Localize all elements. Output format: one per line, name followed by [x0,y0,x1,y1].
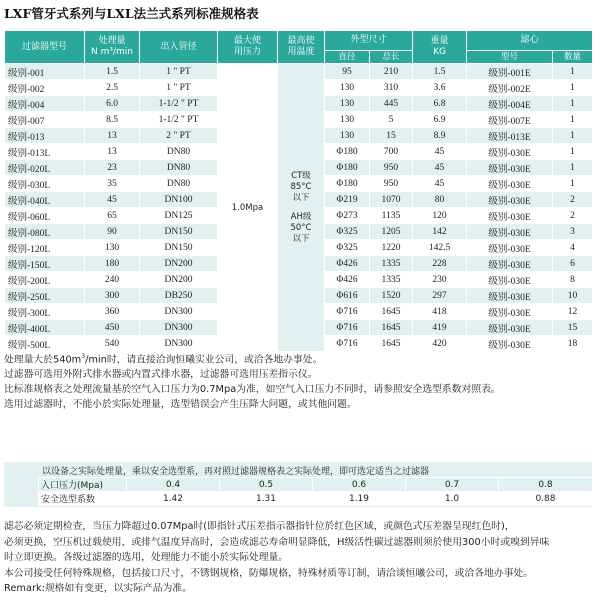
bottom-note-line: 本公司接受任何特殊规格，包括接口尺寸，不锈钢规格，防爆规格，特殊材质等订制，请洽谈恒曦公司，或洽各地办事处。 [4,567,534,579]
header-weight: 重量 KG [413,31,467,64]
cell-length: 210 [370,64,413,80]
cell-model: 级别-001 [5,64,85,80]
cell-port: 1-1/2 " PT [140,112,218,128]
table-row [5,64,593,80]
temperature-line: 50°C [290,222,312,233]
cell-model: 级别-120L [5,240,85,256]
cell-length: 1335 [370,272,413,288]
cell-flow: 300 [85,288,140,304]
cell-dia: Φ219 [325,192,370,208]
cell-length: 1520 [370,288,413,304]
cell-port: 1 " PT [140,64,218,80]
note-line: 过滤器可选用外附式排水器或内置式排水器，过滤器可选用压差指示仪。 [4,369,318,381]
cell-length: 1645 [370,304,413,320]
factor-value: 1.0 [406,492,499,506]
cell-weight: 228 [413,256,467,272]
cell-port: DN125 [140,208,218,224]
cell-el-model: 级别-001E [467,64,553,80]
cell-port: DN300 [140,320,218,336]
temperature-line: 以下 [292,192,310,203]
cell-el-qty: 18 [553,336,593,352]
cell-el-model: 级别-030E [467,208,553,224]
cell-model: 级别-150L [5,256,85,272]
cell-el-qty: 1 [553,144,593,160]
pressure-value: 0.5 [220,478,313,492]
header-element-model: 型号 [467,51,553,64]
cell-weight: 1.5 [413,64,467,80]
header-element-qty: 数量 [553,51,593,64]
temperature-line: AH级 [290,211,312,222]
cell-flow: 65 [85,208,140,224]
cell-length: 445 [370,96,413,112]
cell-weight: 45 [413,176,467,192]
cell-el-model: 级别-030E [467,304,553,320]
cell-el-qty: 2 [553,208,593,224]
max-pressure-cell: 1.0Mpa [218,64,278,352]
cell-el-model: 级别-013E [467,128,553,144]
cell-el-qty: 12 [553,304,593,320]
pressure-row [39,478,593,492]
cell-dia: Φ716 [325,336,370,352]
cell-dia: Φ180 [325,176,370,192]
cell-el-model: 级别-030E [467,336,553,352]
cell-port: 1 " PT [140,80,218,96]
page-title: LXF管牙式系列与LXL法兰式系列标准规格表 [4,6,259,21]
cell-port: 2 " PT [140,128,218,144]
cell-weight: 80 [413,192,467,208]
header-length: 总长 [370,51,413,64]
safety-factor-table [38,477,593,506]
cell-dia: Φ716 [325,320,370,336]
bottom-note-line: 必须更换，空压机过载使用，或排气温度异高时，会造成滤芯寿命明显降低，H级活性碳过滤器则须於使用300小时或嗅到异味 [4,536,550,548]
cell-el-model: 级别-004E [467,96,553,112]
cell-port: DN150 [140,224,218,240]
cell-dia: 130 [325,112,370,128]
cell-port: DN150 [140,240,218,256]
cell-weight: 419 [413,320,467,336]
cell-el-model: 级别-030E [467,288,553,304]
cell-el-qty: 3 [553,224,593,240]
pressure-value: 0.4 [127,478,220,492]
cell-length: 15 [370,128,413,144]
cell-dia: Φ325 [325,240,370,256]
cell-weight: 418 [413,304,467,320]
maintenance-notes [4,519,549,597]
cell-dia: 95 [325,64,370,80]
cell-port: 1-1/2 " PT [140,96,218,112]
factor-value: 1.19 [313,492,406,506]
cell-flow: 45 [85,192,140,208]
cell-weight: 6.9 [413,112,467,128]
safety-factor-caption: 以设备之实际处理量，乘以安全选型系，再对照过滤器规格表之实际处理，即可选定适当之过滤器 [42,467,430,477]
cell-el-model: 级别-030E [467,160,553,176]
cell-flow: 130 [85,240,140,256]
cell-el-model: 级别-030E [467,240,553,256]
factor-label: 安全选型系数 [39,492,127,506]
cell-dia: Φ180 [325,144,370,160]
cell-length: 1205 [370,224,413,240]
cell-el-qty: 6 [553,256,593,272]
cell-model: 级别-030L [5,176,85,192]
note-line: 比标准规格表之处理流量基於空气入口压力为0.7Mpa为准，如空气入口压力不同时，请参照安全选型系数对照表。 [4,384,501,396]
cell-weight: 45 [413,160,467,176]
cell-flow: 35 [85,176,140,192]
header-dimensions: 外型尺寸 [325,31,413,51]
cell-flow: 360 [85,304,140,320]
cell-weight: 297 [413,288,467,304]
cell-flow: 6.0 [85,96,140,112]
cell-weight: 420 [413,336,467,352]
cell-weight: 6.8 [413,96,467,112]
cell-weight: 142 [413,224,467,240]
cell-flow: 90 [85,224,140,240]
cell-el-model: 级别-030E [467,144,553,160]
cell-flow: 2.5 [85,80,140,96]
cell-model: 级别-004 [5,96,85,112]
cell-dia: Φ273 [325,208,370,224]
cell-model: 级别-060L [5,208,85,224]
cell-el-qty: 1 [553,80,593,96]
bottom-note-line: Remark:规格如有变更，以实际产品为准。 [4,583,192,594]
cell-port: DN200 [140,272,218,288]
cell-length: 950 [370,176,413,192]
cell-weight: 8.9 [413,128,467,144]
cell-port: DN80 [140,144,218,160]
temperature-line: 以下 [292,233,310,244]
cell-length: 700 [370,144,413,160]
cell-dia: Φ426 [325,272,370,288]
cell-flow: 1.5 [85,64,140,80]
cell-weight: 120 [413,208,467,224]
header-flow: 处理量 N m³/min [85,31,140,64]
cell-model: 级别-002 [5,80,85,96]
cell-flow: 8.5 [85,112,140,128]
cell-el-qty: 1 [553,128,593,144]
cell-el-model: 级别-030E [467,272,553,288]
cell-dia: Φ616 [325,288,370,304]
cell-model: 级别-250L [5,288,85,304]
pressure-value: 0.7 [406,478,499,492]
cell-model: 级别-040L [5,192,85,208]
header-temperature: 最高使 用温度 [278,31,325,64]
cell-flow: 450 [85,320,140,336]
cell-dia: Φ325 [325,224,370,240]
header-pressure: 最大使 用压力 [218,31,278,64]
bottom-note-line: 时立即更换。各级过滤器的选用，处理能力不能小於实际处理量。 [4,552,289,563]
cell-el-model: 级别-030E [467,176,553,192]
cell-flow: 23 [85,160,140,176]
pressure-value: 0.6 [313,478,406,492]
cell-port: DB250 [140,288,218,304]
cell-el-model: 级别-030E [467,192,553,208]
spec-table [4,30,593,352]
factor-value: 1.42 [127,492,220,506]
header-element: 滤心 [467,31,593,51]
cell-dia: 130 [325,128,370,144]
cell-el-qty: 1 [553,160,593,176]
cell-port: DN80 [140,160,218,176]
temperature-line: CT级 [291,170,311,181]
cell-model: 级别-080L [5,224,85,240]
cell-model: 级别-013 [5,128,85,144]
cell-length: 1645 [370,320,413,336]
factor-row [39,492,593,506]
notes [4,349,501,412]
cell-flow: 13 [85,128,140,144]
cell-el-model: 级别-030E [467,224,553,240]
cell-flow: 240 [85,272,140,288]
cell-dia: Φ716 [325,304,370,320]
cell-model: 级别-013L [5,144,85,160]
cell-el-model: 级别-002E [467,80,553,96]
pressure-value: 0.8 [499,478,593,492]
cell-flow: 180 [85,256,140,272]
cell-dia: 130 [325,96,370,112]
cell-model: 级别-200L [5,272,85,288]
note-line: 选用过滤器时，不能小於实际处理量，选型错误会产生压降大问题，或其他问题。 [4,399,357,411]
cell-length: 1135 [370,208,413,224]
cell-el-qty: 8 [553,272,593,288]
cell-flow: 13 [85,144,140,160]
cell-flow: 540 [85,336,140,352]
cell-el-model: 级别-007E [467,112,553,128]
cell-el-qty: 1 [553,96,593,112]
cell-el-model: 级别-030E [467,320,553,336]
note-line: 处理量大於$540m^3/\min$时，请直接洽询恒曦实业公司，或洽各地办事处。 [4,353,323,366]
temperature-line: 85°C [290,181,312,192]
cell-weight: 142.5 [413,240,467,256]
cell-port: DN200 [140,256,218,272]
cell-weight: 230 [413,272,467,288]
cell-port: DN100 [140,192,218,208]
cell-model: 级别-300L [5,304,85,320]
cell-dia: Φ180 [325,160,370,176]
cell-dia: 130 [325,80,370,96]
cell-weight: 45 [413,144,467,160]
cell-el-qty: 1 [553,64,593,80]
cell-model: 级别-400L [5,320,85,336]
cell-port: DN300 [140,304,218,320]
cell-length: 1335 [370,256,413,272]
cell-el-model: 级别-030E [467,256,553,272]
cell-el-qty: 2 [553,192,593,208]
cell-model: 级别-020L [5,160,85,176]
cell-length: 1070 [370,192,413,208]
cell-length: 5 [370,112,413,128]
cell-model: 级别-500L [5,336,85,352]
cell-el-qty: 10 [553,288,593,304]
cell-length: 950 [370,160,413,176]
bottom-note-line: 滤芯必须定期检查，当压力降超过0.07Mpa时(即指针式压差指示器指针位於红色区域，或颜色式压差器呈现红色时)， [4,521,515,532]
cell-length: 1220 [370,240,413,256]
cell-el-qty: 1 [553,112,593,128]
safety-factor-panel [4,462,592,507]
cell-el-qty: 15 [553,320,593,336]
max-temperature-cell [278,64,325,352]
cell-port: DN300 [140,336,218,352]
cell-el-qty: 1 [553,176,593,192]
cell-dia: Φ426 [325,256,370,272]
cell-port: DN80 [140,176,218,192]
header-diameter: 直径 [325,51,370,64]
cell-length: 1645 [370,336,413,352]
cell-length: 310 [370,80,413,96]
pressure-label: 入口压力(Mpa) [39,478,127,492]
header-port: 出入管径 [140,31,218,64]
cell-weight: 3.6 [413,80,467,96]
factor-value: 0.88 [499,492,593,506]
cell-el-qty: 4 [553,240,593,256]
header-model: 过滤器型号 [5,31,85,64]
cell-model: 级别-007 [5,112,85,128]
factor-value: 1.31 [220,492,313,506]
